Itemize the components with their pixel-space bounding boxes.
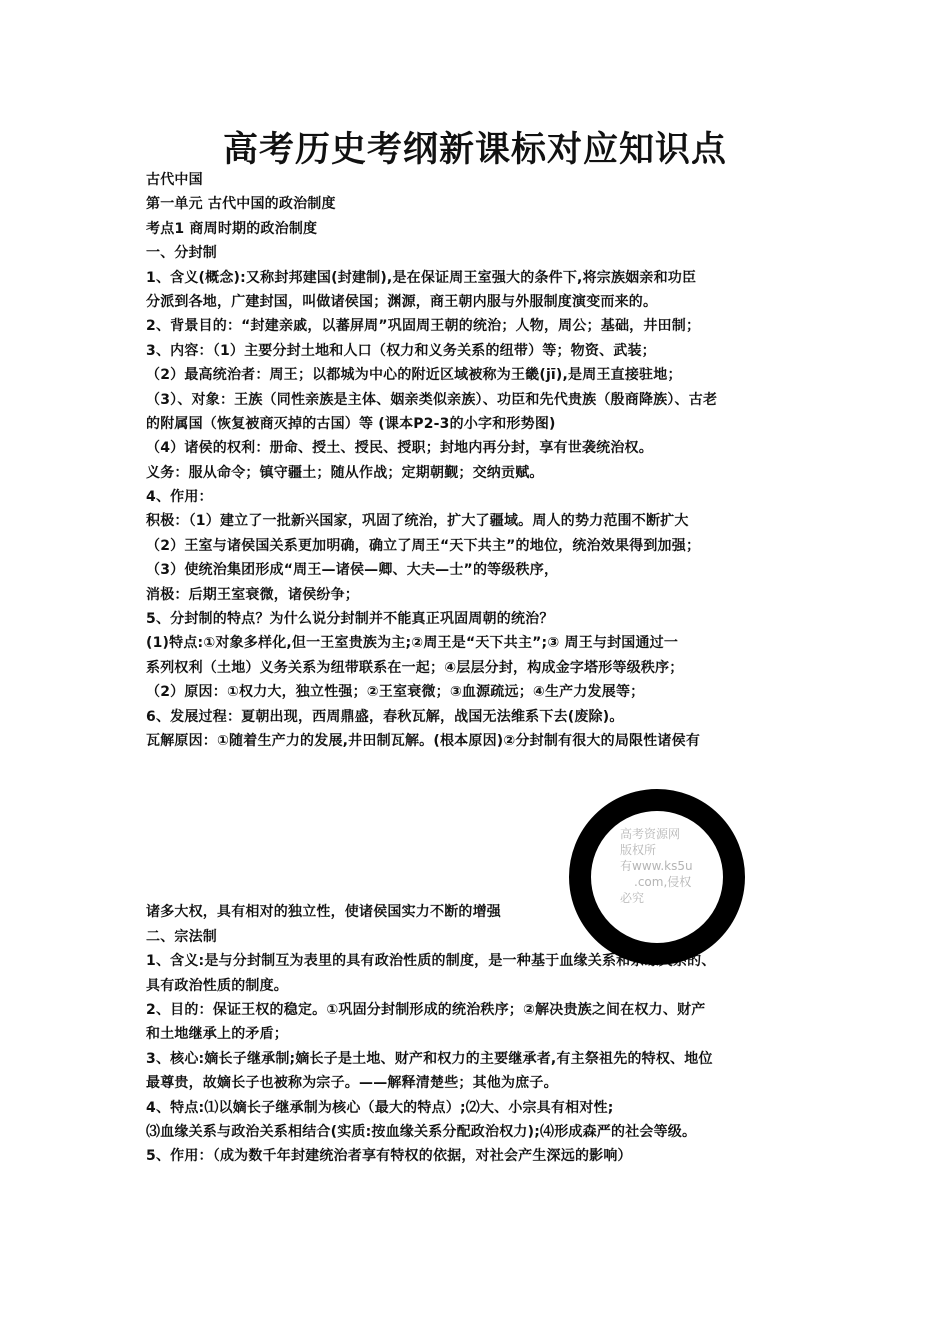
text-line: 诸多大权，具有相对的独立性，使诸侯国实力不断的增强	[146, 904, 501, 921]
document-body	[146, 168, 811, 1169]
watermark-seal	[568, 788, 746, 966]
text-line: 4、作用：	[146, 489, 213, 506]
text-line: （3）、对象：王族（同性亲族是主体、姻亲类似亲族）、功臣和先代贵族（殷商降族）、古老	[146, 391, 718, 408]
watermark-text: 高考资源网	[620, 827, 681, 841]
text-line: 消极：后期王室衰微，诸侯纷争；	[146, 586, 359, 603]
text-line: 5、分封制的特点？为什么说分封制并不能真正巩固周朝的统治？	[146, 611, 554, 628]
text-line: （3）使统治集团形成“周王—诸侯—卿、大夫—士”的等级秩序，	[146, 562, 559, 579]
text-line: 6、发展过程：夏朝出现，西周鼎盛，春秋瓦解，战国无法维系下去(废除)。	[146, 708, 624, 725]
text-line: 3、核心:嫡长子继承制;嫡长子是土地、财产和权力的主要继承者,有主祭祖先的特权、地位	[146, 1050, 713, 1067]
text-line: 二、宗法制	[146, 928, 217, 945]
text-line: 分派到各地，广建封国，叫做诸侯国；渊源，商王朝内服与外服制度演变而来的。	[146, 293, 658, 310]
text-line: （2）最高统治者：周王；以都城为中心的附近区域被称为王畿(jī),是周王直接驻地；	[146, 367, 682, 384]
text-line: 3、内容：（1）主要分封土地和人口（权力和义务关系的纽带）等；物资、武装；	[146, 342, 656, 359]
watermark-text: .com,侵权	[634, 875, 692, 889]
text-line: 系列权利（土地）义务关系为纽带联系在一起；④层层分封，构成金字塔形等级秩序；	[146, 659, 684, 676]
text-line: 具有政治性质的制度。	[146, 977, 288, 994]
document-title: 高考历史考纲新课标对应知识点	[222, 129, 727, 170]
watermark-text: 必究	[620, 891, 645, 905]
text-line: ⑶血缘关系与政治关系相结合(实质:按血缘关系分配政治权力);⑷形成森严的社会等级。	[146, 1123, 697, 1140]
text-line: （2）原因：①权力大，独立性强；②王室衰微；③血源疏远；④生产力发展等；	[146, 684, 645, 701]
text-line: 5、作用：（成为数千年封建统治者享有特权的依据，对社会产生深远的影响）	[146, 1148, 632, 1165]
text-line: 瓦解原因：①随着生产力的发展,井田制瓦解。(根本原因)②分封制有很大的局限性诸侯有	[146, 732, 701, 749]
text-line: 2、背景目的：“封建亲戚，以蕃屏周”巩固周王朝的统治；人物，周公；基础，井田制；	[146, 318, 701, 335]
text-line: 和土地继承上的矛盾；	[146, 1026, 288, 1043]
watermark-text: 有www.ks5u	[620, 859, 693, 873]
text-line: 1、含义(概念):又称封邦建国(封建制),是在保证周王室强大的条件下,将宗族姻亲和功臣	[146, 269, 697, 286]
text-line: 古代中国	[146, 172, 203, 188]
text-line: （2）王室与诸侯国关系更加明确，确立了周王“天下共主”的地位，统治效果得到加强；	[146, 537, 701, 554]
text-line: 第一单元 古代中国的政治制度	[146, 196, 336, 213]
text-line: 一、分封制	[146, 245, 217, 262]
text-line: 最尊贵，故嫡长子也被称为宗子。——解释清楚些；其他为庶子。	[146, 1075, 558, 1092]
text-line: 义务：服从命令；镇守疆土；随从作战；定期朝觐；交纳贡赋。	[146, 464, 544, 481]
text-line: (1)特点:①对象多样化,但一王室贵族为主;②周王是“天下共主”;③ 周王与封国通过一	[146, 635, 679, 652]
text-line: 4、特点:⑴以嫡长子继承制为核心（最大的特点）;⑵大、小宗具有相对性;	[146, 1099, 614, 1116]
text-line: 积极：（1）建立了一批新兴国家，巩固了统治，扩大了疆域。周人的势力范围不断扩大	[146, 513, 689, 530]
watermark-text: 版权所	[620, 843, 657, 857]
text-line: 的附属国（恢复被商灭掉的古国）等 (课本P2-3的小字和形势图)	[146, 415, 556, 432]
text-line: 1、含义:是与分封制互为表里的具有政治性质的制度，是一种基于血缘关系和亲缘关系的、	[146, 953, 716, 970]
text-line: （4）诸侯的权利：册命、授土、授民、授职；封地内再分封，享有世袭统治权。	[146, 440, 653, 457]
text-line: 2、目的：保证王权的稳定。①巩固分封制形成的统治秩序；②解决贵族之间在权力、财产	[146, 1001, 706, 1018]
text-line: 考点1 商周时期的政治制度	[146, 220, 318, 237]
